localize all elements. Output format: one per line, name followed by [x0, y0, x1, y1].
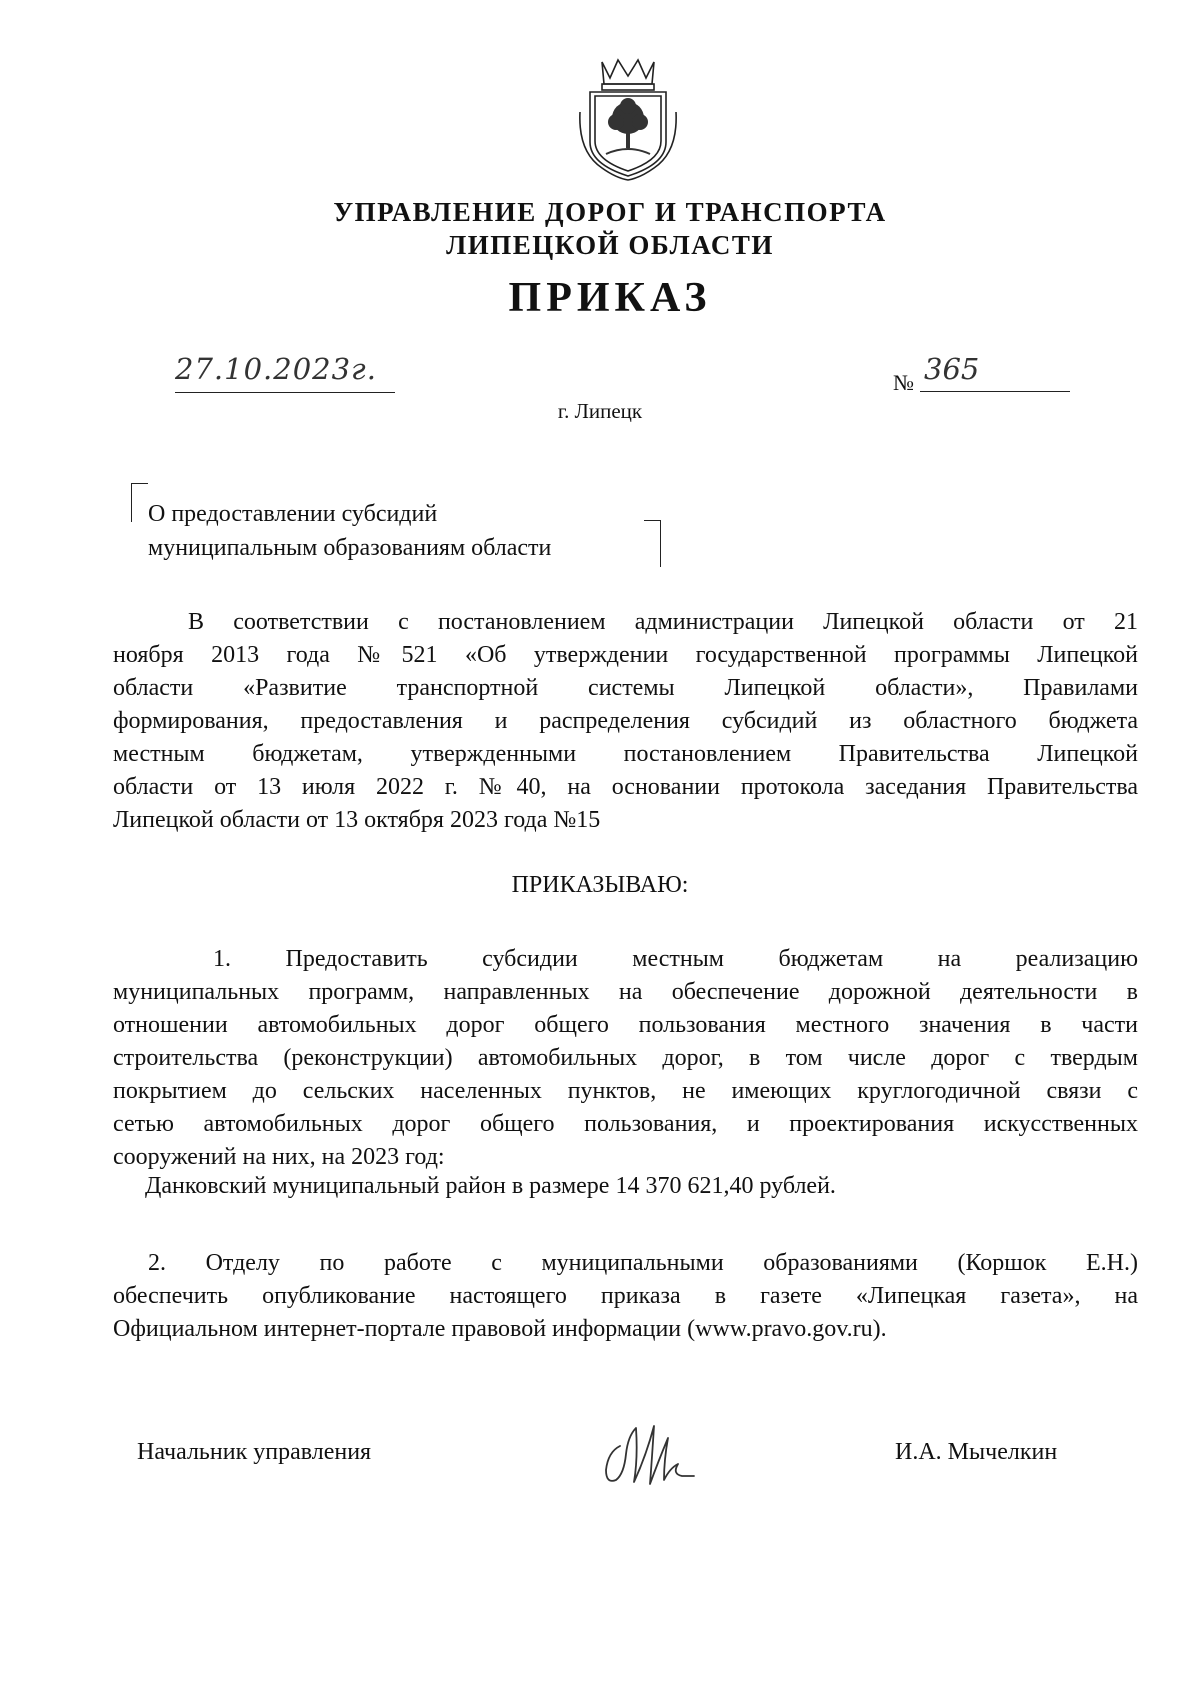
item1-line: строительства (реконструкции) автомобильных дорог, в том числе дорог с твердым [113, 1045, 1138, 1071]
signatory-position: Начальник управления [137, 1439, 372, 1465]
document-title: ПРИКАЗ [508, 275, 712, 321]
document-date: 27.10.2023г. [175, 352, 395, 393]
item1-line: сетью автомобильных дорог общего пользования, и проектирования искусственных [113, 1111, 1138, 1137]
preamble-line: местным бюджетам, утвержденными постановлением Правительства Липецкой [113, 741, 1138, 767]
organization-name-line2: ЛИПЕЦКОЙ ОБЛАСТИ [446, 230, 774, 260]
subject-line: О предоставлении субсидий [148, 501, 438, 527]
signatory-name: И.А. Мычелкин [895, 1439, 1058, 1465]
number-label: № [893, 370, 914, 395]
organization-name-line1: УПРАВЛЕНИЕ ДОРОГ И ТРАНСПОРТА [333, 197, 887, 227]
preamble-line: Липецкой области от 13 октября 2023 года №15 [113, 807, 601, 833]
coat-of-arms-emblem [572, 52, 684, 182]
subject-line: муниципальным образованиям области [148, 535, 552, 561]
preamble-line: области от 13 июля 2022 г. №40, на основании протокола заседания Правительства [113, 774, 1138, 800]
item2-paragraph [113, 1247, 1138, 1346]
subject-bracket-left [131, 483, 148, 522]
city: г. Липецк [557, 399, 643, 423]
item1-line: отношении автомобильных дорог общего пользования местного значения в части [113, 1012, 1138, 1038]
document-number: 365 [920, 352, 1070, 392]
item2-line: 2. Отделу по работе с муниципальными образованиями (Коршок Е.Н.) [148, 1250, 1138, 1276]
item1-paragraph [113, 943, 1138, 1174]
handwritten-signature [598, 1418, 708, 1490]
item2-line: обеспечить опубликование настоящего приказа в газете «Липецкая газета», на [113, 1283, 1138, 1309]
preamble-line: В соответствии с постановлением администрации Липецкой области от 21 [188, 609, 1138, 635]
item1-line: муниципальных программ, направленных на обеспечение дорожной деятельности в [113, 979, 1138, 1005]
preamble-paragraph [113, 606, 1138, 837]
preamble-line: ноября 2013 года №521 «Об утверждении государственной программы Липецкой [113, 642, 1138, 668]
subject-bracket-right [644, 520, 661, 567]
subject-block [148, 497, 551, 565]
order-word: ПРИКАЗЫВАЮ: [511, 872, 689, 898]
preamble-line: области «Развитие транспортной системы Липецкой области», Правилами [113, 675, 1138, 701]
item1-line: сооружений на них, на 2023 год: [113, 1144, 445, 1170]
item2-line: Официальном интернет-портале правовой информации (www.pravo.gov.ru). [113, 1316, 887, 1342]
preamble-line: формирования, предоставления и распределения субсидий из областного бюджета [113, 708, 1138, 734]
item1-line: 1. Предоставить субсидии местным бюджетам на реализацию [213, 946, 1138, 972]
item1-line: покрытием до сельских населенных пунктов, не имеющих круглогодичной связи с [113, 1078, 1138, 1104]
item1-detail: Данковский муниципальный район в размере 14 370 621,40 рублей. [145, 1173, 836, 1199]
